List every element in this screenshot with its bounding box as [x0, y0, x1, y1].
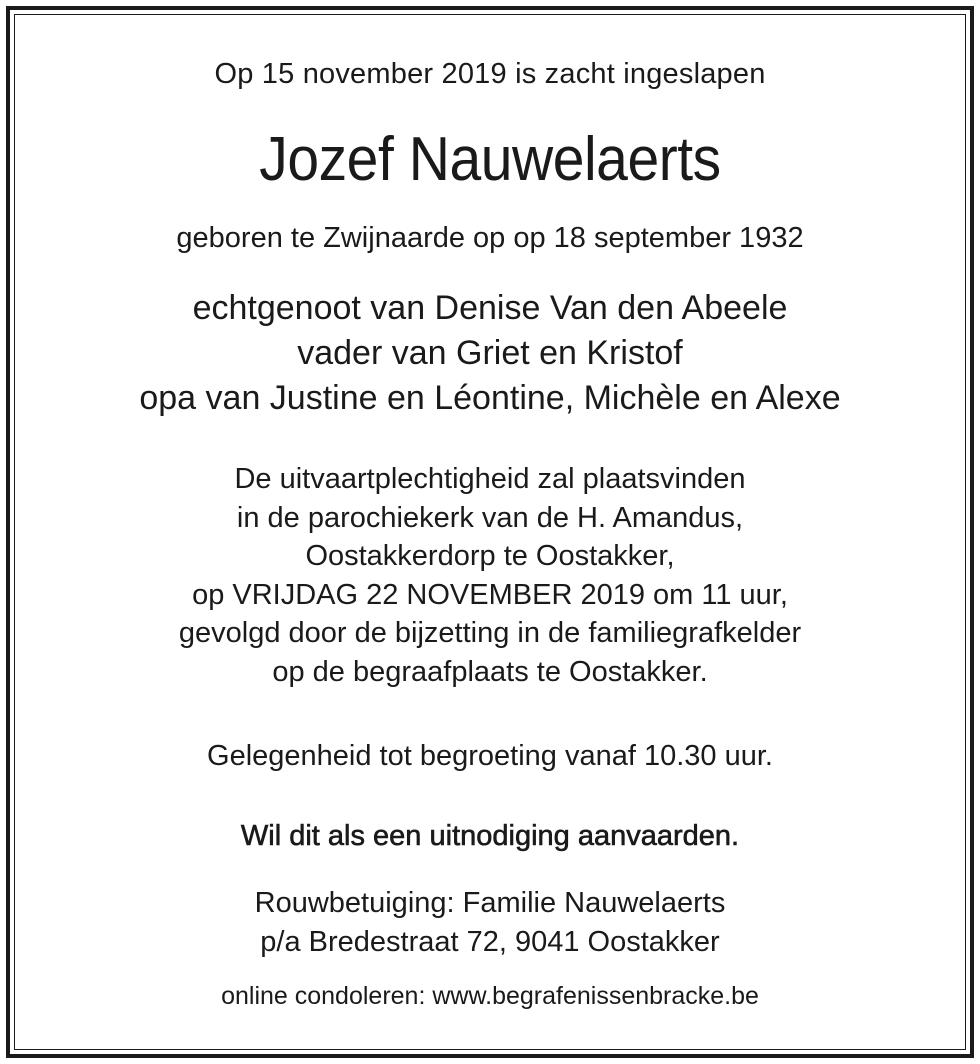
greeting-info — [14, 738, 966, 774]
online-line: online condoleren: www.begrafenissenbracke.be — [221, 982, 759, 1010]
ceremony-line: gevolgd door de bijzetting in de familiegrafkelder — [178, 617, 802, 649]
ceremony-line: op VRIJDAG 22 NOVEMBER 2019 om 11 uur, — [192, 578, 788, 611]
relation-grandchildren: opa van Justine en Léontine, Michèle en Alexe — [139, 379, 841, 417]
relation-children: vader van Griet en Kristof — [297, 334, 683, 372]
invitation-note — [14, 818, 966, 854]
birth-line: geboren te Zwijnaarde op op 18 september 1932 — [176, 222, 804, 254]
ceremony-line: Oostakkerdorp te Oostakker, — [305, 540, 675, 572]
ceremony-details — [14, 460, 966, 691]
ceremony-line: op de begraafplaats te Oostakker. — [272, 655, 708, 688]
address-line: Rouwbetuiging: Familie Nauwelaerts — [254, 887, 726, 919]
intro-line: Op 15 november 2019 is zacht ingeslapen — [214, 58, 766, 90]
deceased-name — [52, 122, 928, 198]
birth-info — [14, 220, 966, 256]
ceremony-line: in de parochiekerk van de H. Amandus, — [236, 501, 744, 534]
greeting-line: Gelegenheid tot begroeting vanaf 10.30 uur. — [207, 740, 773, 772]
condolence-address — [14, 884, 966, 961]
family-relations — [14, 286, 966, 421]
relation-spouse: echtgenoot van Denise Van den Abeele — [192, 289, 788, 327]
name-line: Jozef Nauwelaerts — [259, 125, 721, 194]
address-line: p/a Bredestraat 72, 9041 Oostakker — [260, 925, 720, 958]
online-condolences — [14, 980, 966, 1012]
invitation-line: Wil dit als een uitnodiging aanvaarden. — [240, 820, 740, 852]
ceremony-line: De uitvaartplechtigheid zal plaatsvinden — [234, 463, 746, 495]
intro-text — [14, 56, 966, 92]
